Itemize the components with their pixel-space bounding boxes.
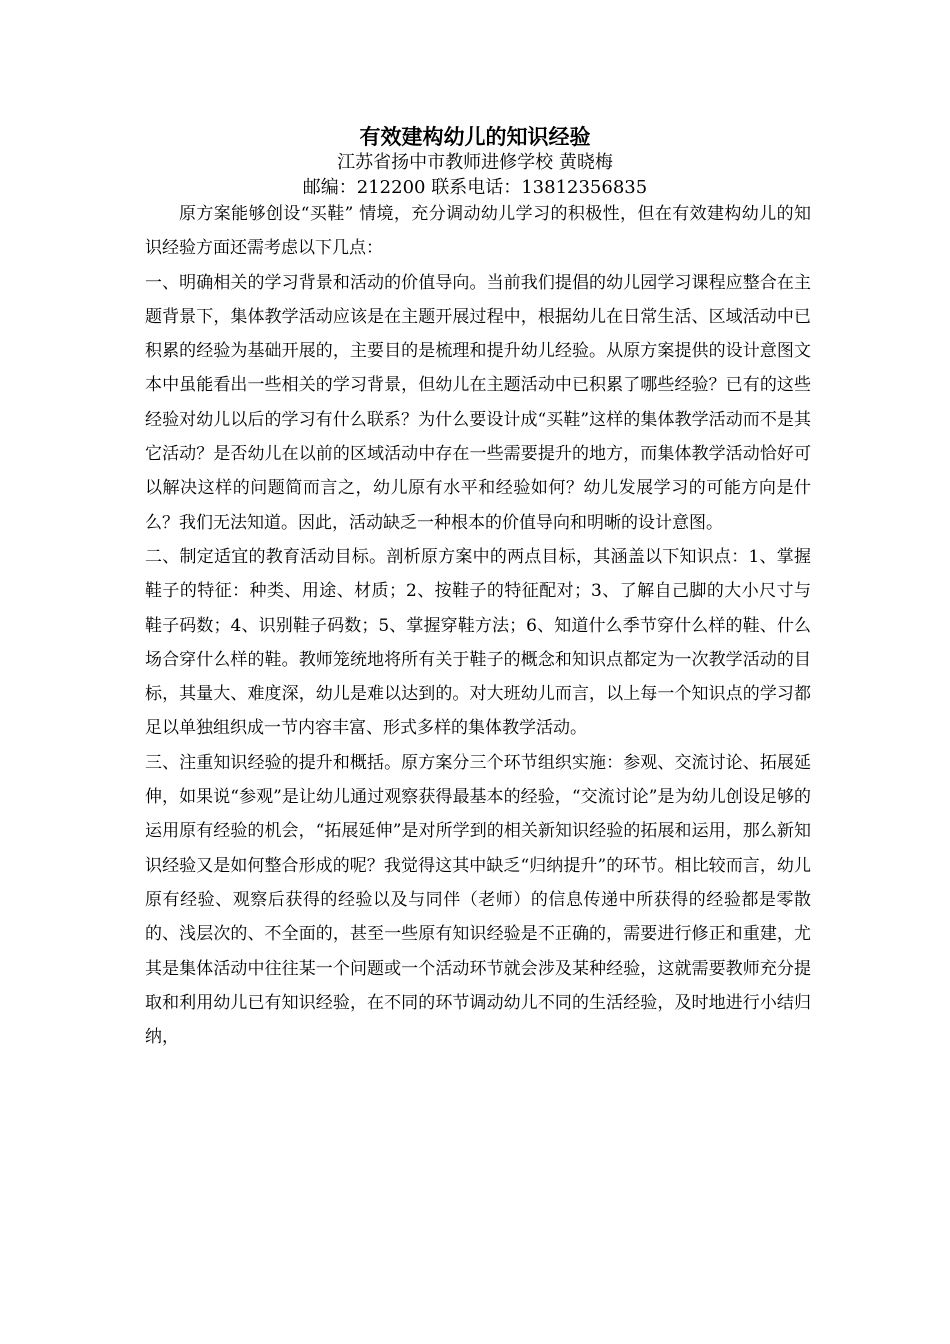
paragraph-section-2: 二、制定适宜的教育活动目标。剖析原方案中的两点目标，其涵盖以下知识点：1、掌握鞋子的特征：种类、用途、材质；2、按鞋子的特征配对；3、了解自己脚的大小尺寸与鞋子码数；4、识别鞋子码数；5、掌握穿鞋方法；6、知道什么季节穿什么样的鞋、什么场合穿什么样的鞋。教师笼统地将所有关于鞋子的概念和知识点都定为一次教学活动的目标，其量大、难度深，幼儿是难以达到的。对大班幼儿而言，以上每一个知识点的学习都足以单独组织成一节内容丰富、形式多样的集体教学活动。 <box>145 546 811 739</box>
author-line: 江苏省扬中市教师进修学校 黄晓梅 <box>337 152 613 173</box>
paragraph-section-1: 一、明确相关的学习背景和活动的价值导向。当前我们提倡的幼儿园学习课程应整合在主题背景下，集体教学活动应该是在主题开展过程中，根据幼儿在日常生活、区域活动中已积累的经验为基础开展的，主要目的是梳理和提升幼儿经验。从原方案提供的设计意图文本中虽能看出一些相关的学习背景，但幼儿在主题活动中已积累了哪些经验？已有的这些经验对幼儿以后的学习有什么联系？为什么要设计成“买鞋”这样的集体教学活动而不是其它活动？是否幼儿在以前的区域活动中存在一些需要提升的地方，而集体教学活动恰好可以解决这样的问题简而言之，幼儿原有水平和经验如何？幼儿发展学习的可能方向是什么？我们无法知道。因此，活动缺乏一种根本的价值导向和明晰的设计意图。 <box>145 272 811 533</box>
document-body <box>145 197 811 1054</box>
document-title: 有效建构幼儿的知识经验 <box>359 124 591 149</box>
contact-line: 邮编：212200 联系电话：13812356835 <box>302 177 648 198</box>
paragraph-section-3: 三、注重知识经验的提升和概括。原方案分三个环节组织实施：参观、交流讨论、拓展延伸，如果说“参观”是让幼儿通过观察获得最基本的经验，“交流讨论”是为幼儿创设足够的运用原有经验的机会，“拓展延伸”是对所学到的相关新知识经验的拓展和运用，那么新知识经验又是如何整合形成的呢？我觉得这其中缺乏“归纳提升”的环节。相比较而言，幼儿原有经验、观察后获得的经验以及与同伴（老师）的信息传递中所获得的经验都是零散的、浅层次的、不全面的，甚至一些原有知识经验是不正确的，需要进行修正和重建，尤其是集体活动中往往某一个问题或一个活动环节就会涉及某种经验，这就需要教师充分提取和利用幼儿已有知识经验，在不同的环节调动幼儿不同的生活经验，及时地进行小结归纳， <box>145 752 811 1048</box>
paragraph-intro: 原方案能够创设“买鞋” 情境，充分调动幼儿学习的积极性，但在有效建构幼儿的知识经验方面还需考虑以下几点： <box>145 204 811 259</box>
